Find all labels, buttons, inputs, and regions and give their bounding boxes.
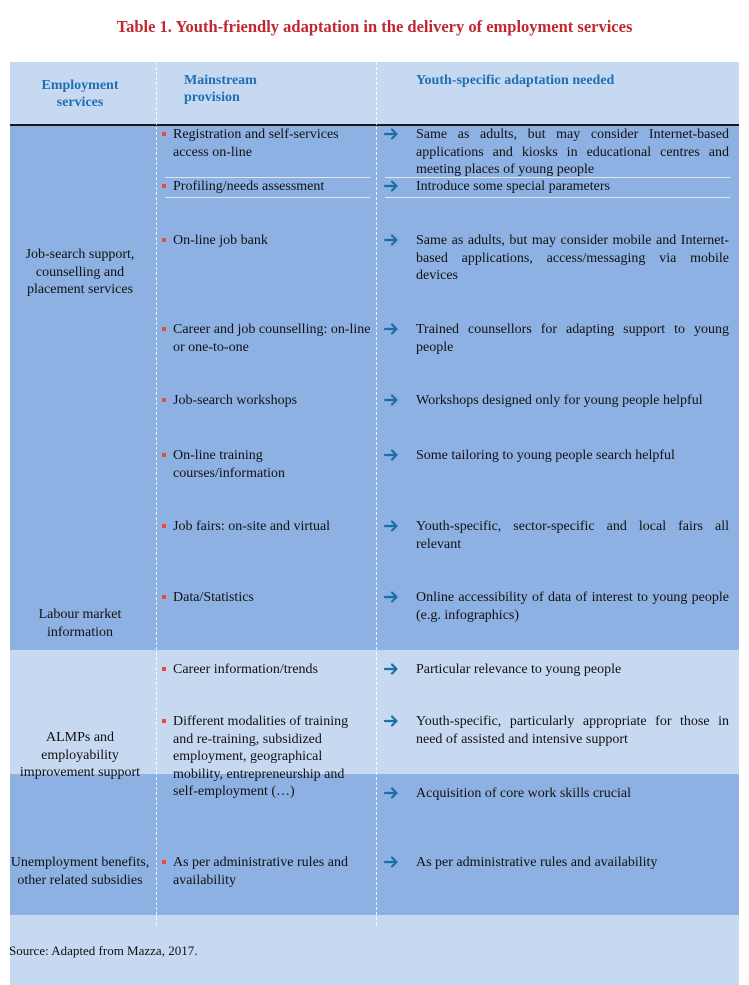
square-bullet-icon [162,719,166,723]
arrow-right-icon [384,232,400,248]
square-bullet-icon [162,327,166,331]
row-separator [165,197,370,198]
square-bullet-icon [162,398,166,402]
section-label-almps: ALMPs and employability improvement support [19,730,141,780]
row-separator [385,197,730,198]
provision-training-modalities: Different modalities of training and re-training, subsidized employment, geographical mobility, entrepreneurship and self-employment (…) [173,713,353,801]
provision-registration: Registration and self-services access on-line [173,126,373,161]
adaptation-workshops: Workshops designed only for young people helpful [416,393,703,408]
provision-career-information: Career information/trends [173,661,373,679]
section-label-labour-market: Labour market information [38,607,122,640]
adaptation-administrative-rules: As per administrative rules and availability [416,855,658,870]
adaptation-registration: Same as adults, but may consider Internet-based applications and kiosks in educational centres and meeting places of young people [416,127,729,177]
square-bullet-icon [162,595,166,599]
employment-services-table [10,62,739,925]
arrow-right-icon [384,518,400,534]
source-note: Source: Adapted from Mazza, 2017. [9,943,198,958]
provision-career-counselling: Career and job counselling: on-line or one-to-one [173,321,373,356]
provision-profiling: Profiling/needs assessment [173,178,373,196]
arrow-right-icon [384,785,400,801]
table-header [10,62,739,124]
adaptation-profiling: Introduce some special parameters [416,179,610,194]
adaptation-training-courses: Some tailoring to young people search helpful [416,448,675,463]
square-bullet-icon [162,667,166,671]
adaptation-data-statistics: Online accessibility of data of interest to young people (e.g. infographics) [416,590,729,623]
adaptation-job-fairs: Youth-specific, sector-specific and local fairs all relevant [416,519,729,552]
provision-training-courses: On-line training courses/information [173,447,373,482]
adaptation-career-counselling: Trained counsellors for adapting support to young people [416,322,729,355]
square-bullet-icon [162,524,166,528]
provision-administrative-rules: As per administrative rules and availability [173,854,373,889]
column-divider-2 [376,62,377,925]
arrow-right-icon [384,126,400,142]
square-bullet-icon [162,184,166,188]
arrow-right-icon [384,447,400,463]
arrow-right-icon [384,661,400,677]
adaptation-training-modalities: Youth-specific, particularly appropriate for those in need of assisted and intensive support [416,714,729,747]
adaptation-core-skills: Acquisition of core work skills crucial [416,786,632,801]
section-band-job-search [10,125,739,650]
arrow-right-icon [384,321,400,337]
adaptation-career-information: Particular relevance to young people [416,662,622,677]
provision-job-fairs: Job fairs: on-site and virtual [173,518,373,536]
header-mainstream-provision: Mainstream provision [184,73,257,105]
section-label-unemployment: Unemployment benefits, other related subsidies [10,855,150,888]
square-bullet-icon [162,453,166,457]
adaptation-job-bank: Same as adults, but may consider mobile and Internet-based applications, access/messaging via mobile devices [416,233,729,283]
section-label-job-search: Job-search support, counselling and placement services [25,247,135,297]
arrow-right-icon [384,854,400,870]
provision-data-statistics: Data/Statistics [173,589,373,607]
arrow-right-icon [384,392,400,408]
square-bullet-icon [162,238,166,242]
arrow-right-icon [384,713,400,729]
arrow-right-icon [384,589,400,605]
arrow-right-icon [384,178,400,194]
header-employment-services: Employment services [41,78,119,110]
header-youth-adaptation: Youth-specific adaptation needed [416,73,615,88]
square-bullet-icon [162,860,166,864]
provision-job-bank: On-line job bank [173,232,373,250]
column-divider-1 [156,62,157,925]
square-bullet-icon [162,132,166,136]
table-title: Table 1. Youth-friendly adaptation in the delivery of employment services [116,17,633,36]
provision-workshops: Job-search workshops [173,392,373,410]
